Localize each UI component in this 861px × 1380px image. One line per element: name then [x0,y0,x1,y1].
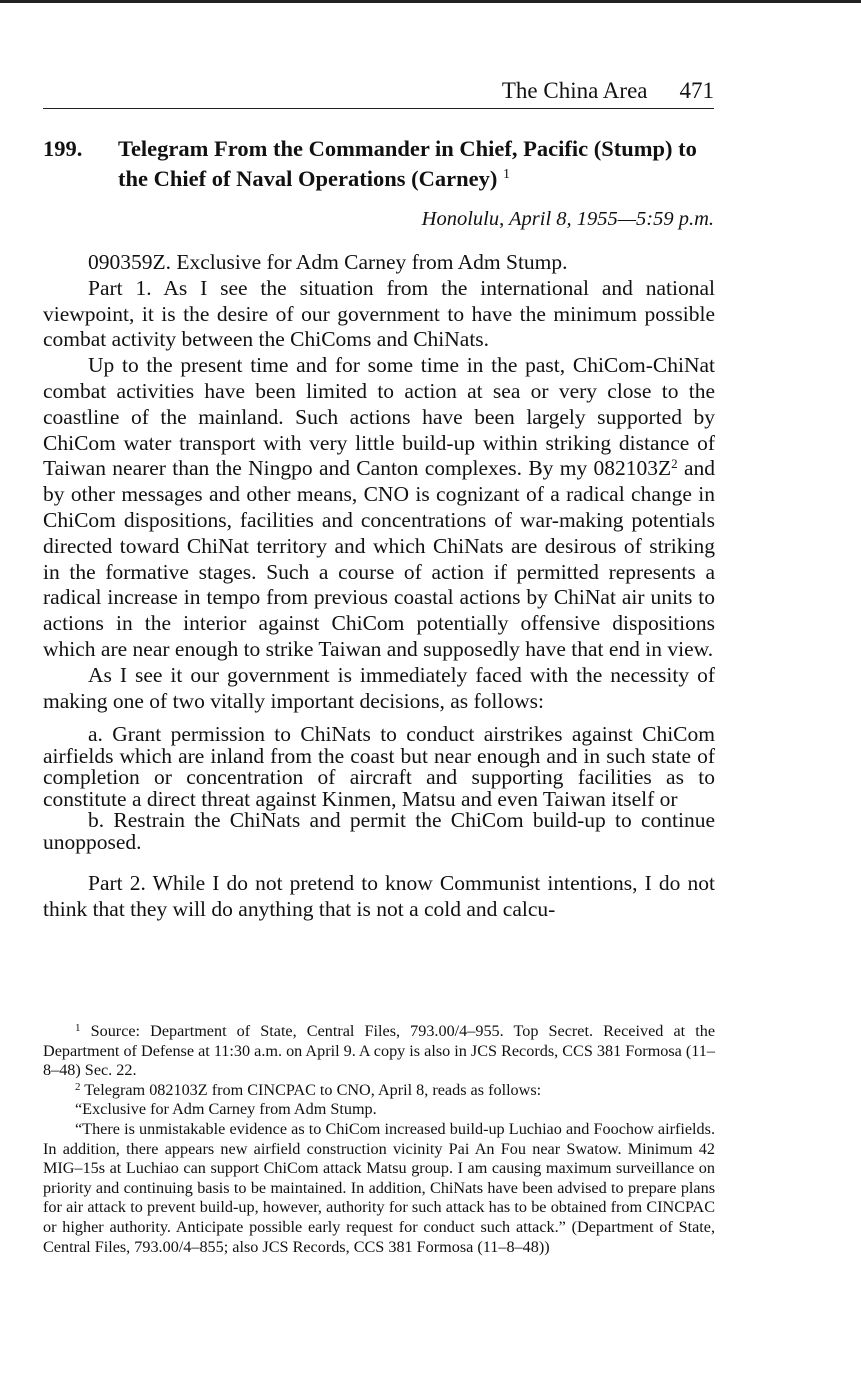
document-title: Telegram From the Commander in Chief, Pacific (Stump) to the Chief of Naval Operations (Carney) $^1$ [118,136,697,191]
footnote-2-quote-2: “There is unmistakable evidence as to ChiCom increased build-up Luchiao and Foochow airfields. In addition, there appears new airfield construction vicinity Pai An Fou near Swatow. Minimum 42 MIG–15s at Luchiao can support ChiCom attack Matsu group. I am causing maximum surveillance on priority and continuing basis to be maintained. In addition, ChiNats have been advised to prepare plans for air attack to prevent build-up, however, authority for such attack has to be obtained from CINCPAC or higher authority. Anticipate possible early request for conduct such attack.” (Department of State, Central Files, 793.00/4–855; also JCS Records, CCS 381 Formosa (11–8–48)) [43,1119,715,1256]
body-paragraph-5: Part 2. While I do not pretend to know Communist intentions, I do not think that they will do anything that is not a cold and calcu- [43,871,715,922]
document-heading [43,134,723,194]
option-a: a. Grant permission to ChiNats to conduct airstrikes against ChiCom airfields which are inland from the coast but near enough and in such state of completion or concentration of aircraft and supporting facilities as to constitute a direct threat against Kinmen, Matsu and even Taiwan itself or [43,722,715,811]
body-paragraph-1: 090359Z. Exclusive for Adm Carney from Adm Stump. [88,250,568,274]
telegram-body [43,250,715,923]
footnote-1: $^1$ Source: Department of State, Central Files, 793.00/4–955. Top Secret. Received at the Department of Defense at 11:30 a.m. on April 9. A copy is also in JCS Records, CCS 381 Formosa (11–8–48) Sec. 22. [43,1022,716,1080]
section-title: The China Area [501,78,648,103]
title-footnote-ref[interactable]: 1 [502,167,510,182]
footnotes [43,1022,715,1257]
page-number: 471 [679,78,714,103]
document-number: 199. [43,136,83,161]
place-date-line: Honolulu, April 8, 1955—5:59 p.m. [421,208,714,230]
body-paragraph-4: As I see it our government is immediately faced with the necessity of making one of two vitally important decisions, as follows: [43,662,715,713]
footnote-2-quote-1: “Exclusive for Adm Carney from Adm Stump. [75,1100,377,1119]
running-header [43,78,714,109]
page-top-rule [0,0,861,3]
footnote-2: $^2$ Telegram 082103Z from CINCPAC to CNO, April 8, reads as follows: [75,1080,542,1099]
body-paragraph-2: Part 1. As I see the situation from the international and national viewpoint, it is the desire of our government to have the minimum possible combat activity between the ChiComs and ChiNats. [43,275,715,352]
footnote-ref-2[interactable]: 2 [671,456,678,472]
option-b: b. Restrain the ChiNats and permit the ChiCom build-up to continue unopposed. [43,808,715,854]
body-paragraph-3: Up to the present time and for some time in the past, ChiCom-ChiNat combat activities have been limited to action at sea or very close to the coastline of the mainland. Such actions have been largely supported by ChiCom water transport with very little build-up within striking distance of Taiwan nearer than the Ningpo and Canton complexes. By my $082103Z^2$ and by other messages and other means, CNO is cognizant of a radical change in ChiCom dispositions, facilities and concentrations of war-making potentials directed toward ChiNat territory and which ChiNats are desirous of striking in the formative stages. Such a course of action if permitted represents a radical increase in tempo from previous coastal actions by ChiNat air units to actions in the interior against ChiCom potentially offensive dispositions which are near enough to strike Taiwan and supposedly have that end in view. [43,353,715,661]
